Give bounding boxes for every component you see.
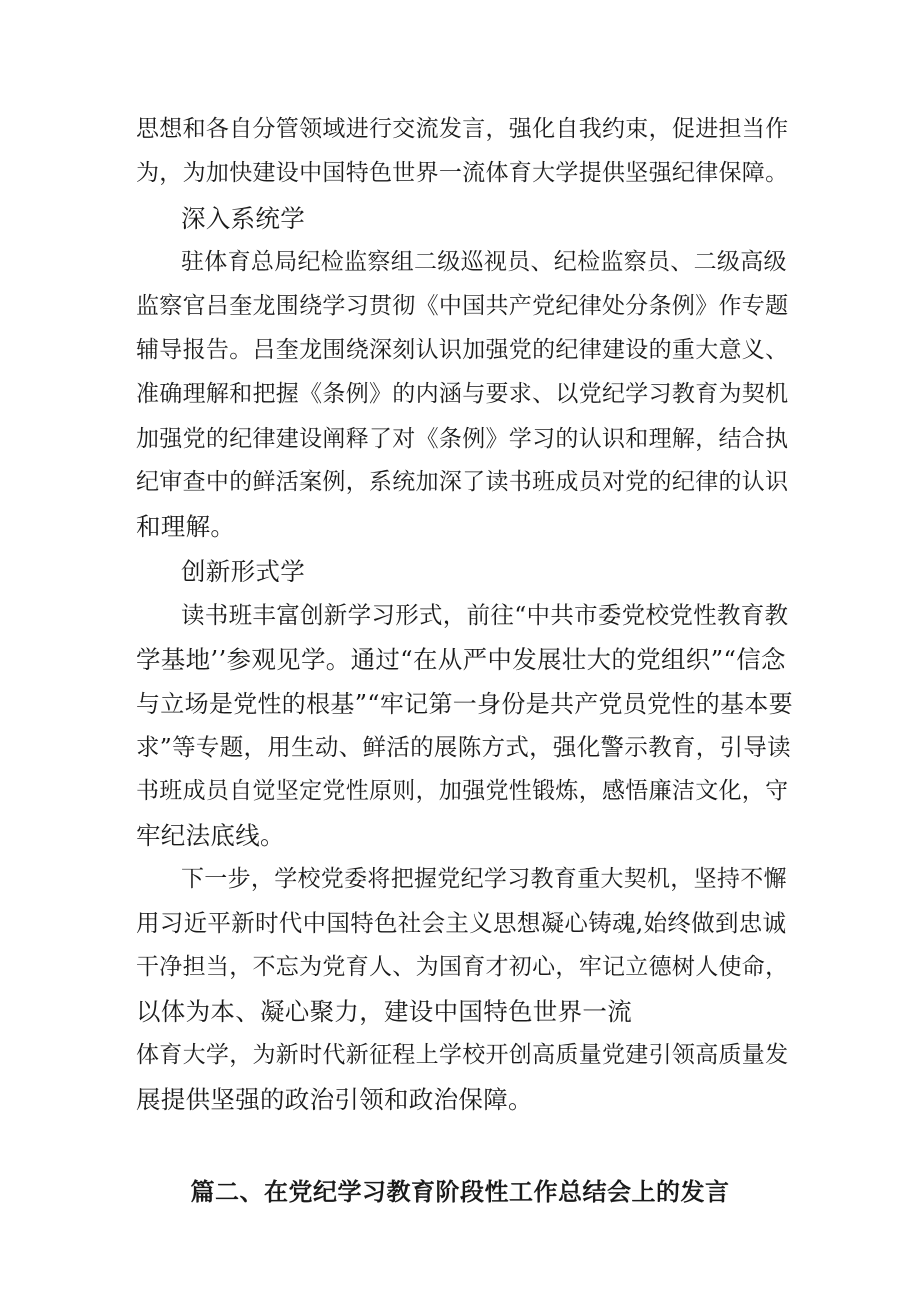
body-line: 读书班丰富创新学习形式，前往“中共市委党校党性教育教 <box>181 601 789 629</box>
body-line: 体育大学，为新时代新征程上学校开创高质量党建引领高质量发 <box>136 1042 789 1068</box>
section-subheading: 创新形式学 <box>181 557 305 586</box>
body-line: 与立场是党性的根基”“牢记第一身份是共产党员党性的基本要 <box>136 690 793 718</box>
body-line: 以体为本、凝心聚力，建设中国特色世界一流 <box>136 997 632 1026</box>
body-line: 思想和各自分管领域进行交流发言，强化自我约束，促进担当作 <box>136 116 789 142</box>
body-line: 牢纪法底线。 <box>136 821 285 850</box>
body-line: 加强党的纪律建设阐释了对《条例》学习的认识和理解，结合执 <box>136 426 789 452</box>
body-line: 学基地’’参观见学。通过“在从严中发展壮大的党组织”“信念 <box>136 645 786 674</box>
body-line: 为，为加快建设中国特色世界一流体育大学提供坚强纪律保障。 <box>136 160 789 186</box>
body-line: 驻体育总局纪检监察组二级巡视员、纪检监察员、二级高级 <box>181 249 787 275</box>
section-subheading: 深入系统学 <box>181 204 305 233</box>
body-line: 和理解。 <box>136 512 236 541</box>
body-line: 准确理解和把握《条例》的内涵与要求、以党纪学习教育为契机 <box>136 381 789 407</box>
body-line: 书班成员自觉坚定党性原则，加强党性锻炼，感悟廉洁文化，守 <box>136 778 789 804</box>
body-line: 展提供坚强的政治引领和政治保障。 <box>136 1085 533 1114</box>
body-line: 纪审查中的鲜活案例，系统加深了读书班成员对党的纪律的认识 <box>136 469 789 495</box>
body-line: 用习近平新时代中国特色社会主义思想凝心铸魂,始终做到忠诚 <box>136 909 787 937</box>
body-line: 干净担当，不忘为党育人、为国育才初心，牢记立德树人使命， <box>136 954 789 980</box>
section-heading: 篇二、在党纪学习教育阶段性工作总结会上的发言 <box>190 1178 730 1206</box>
body-line: 求”等专题，用生动、鲜活的展陈方式，强化警示教育，引导读 <box>136 733 791 761</box>
body-line: 辅导报告。吕奎龙围绕深刻认识加强党的纪律建设的重大意义、 <box>136 337 789 363</box>
body-line: 监察官吕奎龙围绕学习贯彻《中国共产党纪律处分条例》作专题 <box>136 293 789 319</box>
body-line: 下一步，学校党委将把握党纪学习教育重大契机，坚持不懈 <box>181 866 787 892</box>
